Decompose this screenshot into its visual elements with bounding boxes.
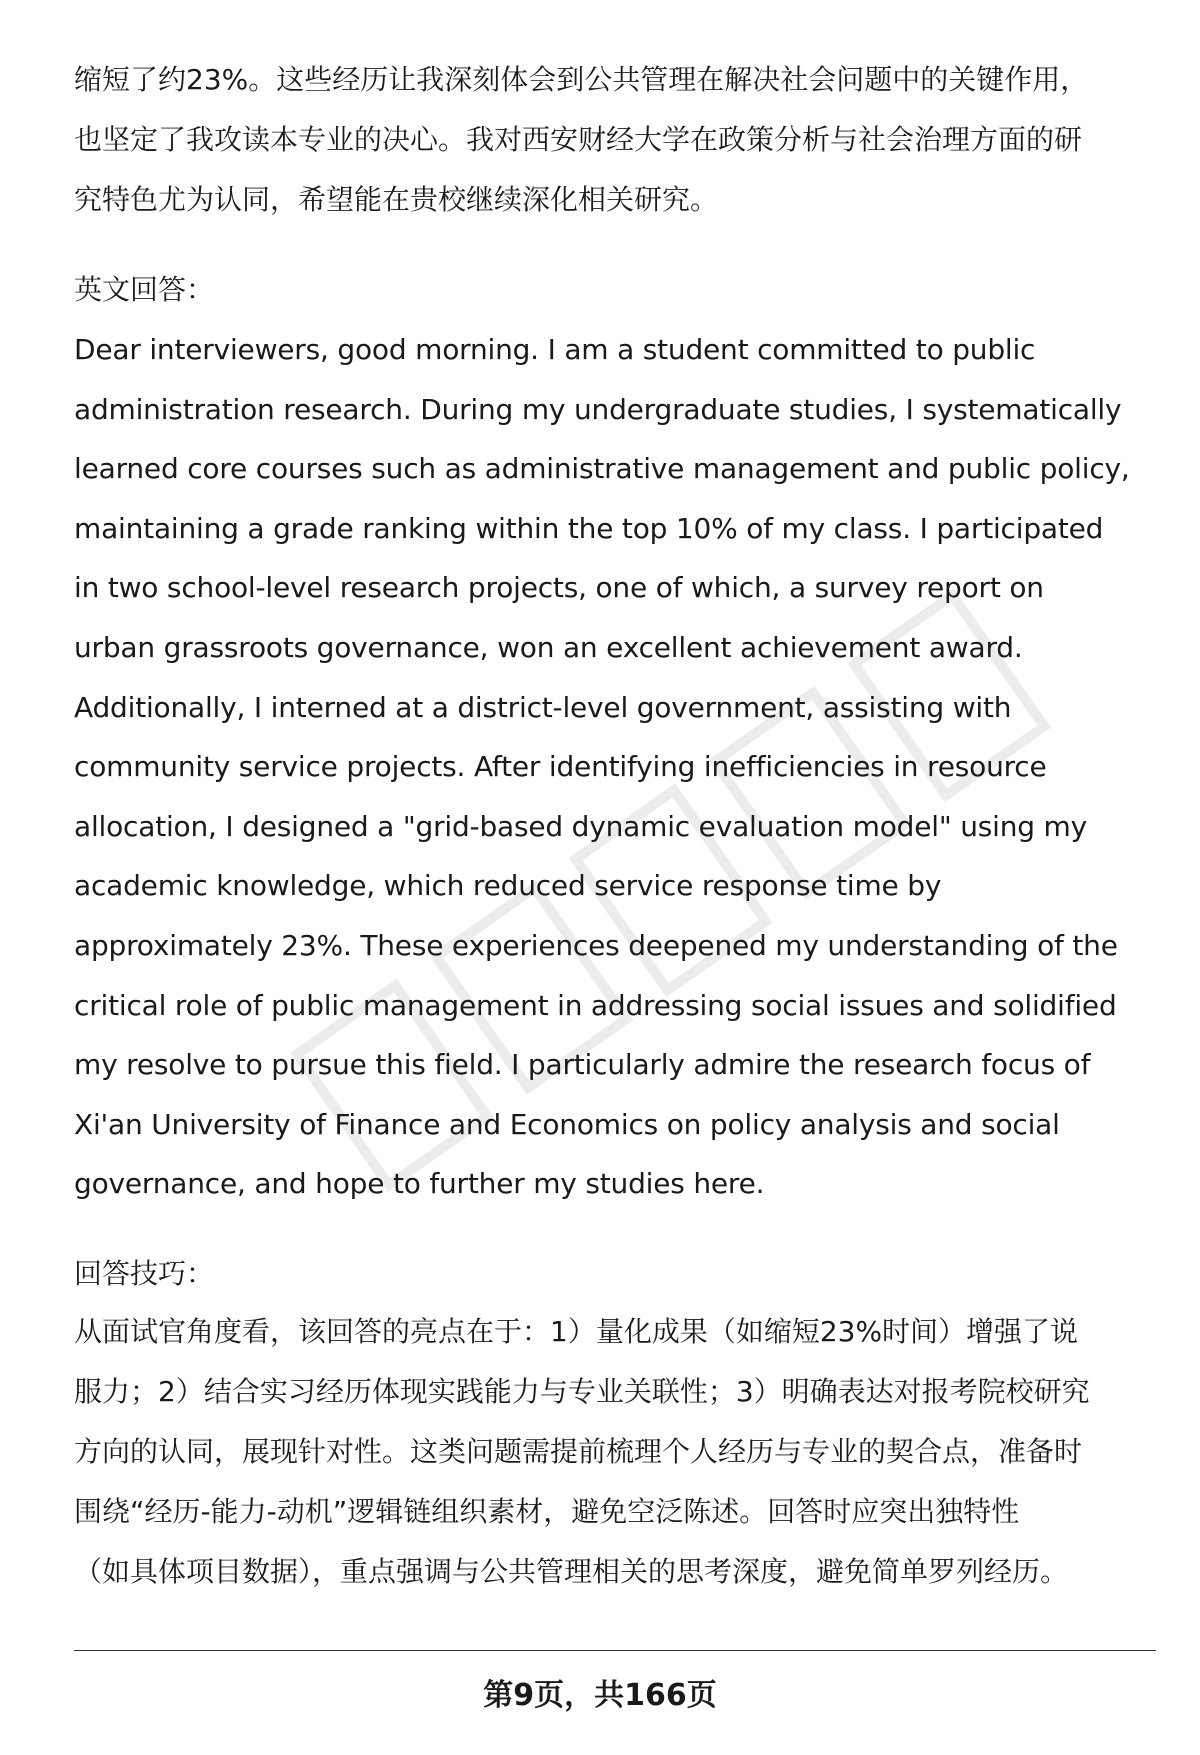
english-line: governance, and hope to further my studies here. — [74, 1167, 765, 1201]
tips-line: 服力；2）结合实习经历体现实践能力与专业关联性；3）明确表达对报考院校研究 — [74, 1375, 1090, 1408]
tips-line: 从面试官角度看，该回答的亮点在于：1）量化成果（如缩短23%时间）增强了说 — [74, 1315, 1079, 1348]
english-answer-paragraph — [74, 320, 1154, 1214]
english-line: learned core courses such as administrative management and public policy, — [74, 452, 1130, 486]
english-line: my resolve to pursue this field. I particularly admire the research focus of — [74, 1048, 1091, 1082]
tips-line: （如具体项目数据），重点强调与公共管理相关的思考深度，避免简单罗列经历。 — [74, 1555, 1069, 1588]
english-line: in two school-level research projects, one of which, a survey report on — [74, 571, 1044, 605]
english-line: maintaining a grade ranking within the top 10% of my class. I participated — [74, 511, 1104, 545]
english-line: academic knowledge, which reduced service response time by — [74, 869, 942, 903]
intro-paragraph — [74, 50, 1154, 230]
english-line: Xi'an University of Finance and Economics on policy analysis and social — [74, 1107, 1060, 1141]
english-line: administration research. During my undergraduate studies, I systematically — [74, 392, 1122, 426]
english-line: Dear interviewers, good morning. I am a student committed to public — [74, 333, 1036, 366]
english-line: allocation, I designed a "grid-based dynamic evaluation model" using my — [74, 809, 1087, 843]
page-number: 第9页，共166页 — [483, 1678, 717, 1713]
english-line: urban grassroots governance, won an excellent achievement award. — [74, 630, 1023, 664]
answer-tips-heading: 回答技巧： — [74, 1257, 215, 1290]
english-answer-heading: 英文回答： — [74, 273, 215, 306]
english-line: Additionally, I interned at a district-level government, assisting with — [74, 690, 1012, 724]
tips-line: 方向的认同，展现针对性。这类问题需提前梳理个人经历与专业的契合点，准备时 — [74, 1435, 1083, 1468]
english-line: critical role of public management in addressing social issues and solidified — [74, 988, 1117, 1022]
intro-line: 也坚定了我攻读本专业的决心。我对西安财经大学在政策分析与社会治理方面的研 — [74, 123, 1083, 156]
footer-divider — [74, 1650, 1156, 1651]
intro-line: 究特色尤为认同，希望能在贵校继续深化相关研究。 — [74, 183, 719, 216]
intro-line: 缩短了约23%。这些经历让我深刻体会到公共管理在解决社会问题中的关键作用， — [74, 63, 1089, 96]
tips-line: 围绕“经历-能力-动机”逻辑链组织素材，避免空泛陈述。回答时应突出独特性 — [74, 1495, 1020, 1528]
answer-tips-paragraph — [74, 1302, 1154, 1602]
english-line: community service projects. After identifying inefficiencies in resource — [74, 750, 1047, 784]
english-line: approximately 23%. These experiences deepened my understanding of the — [74, 928, 1118, 962]
